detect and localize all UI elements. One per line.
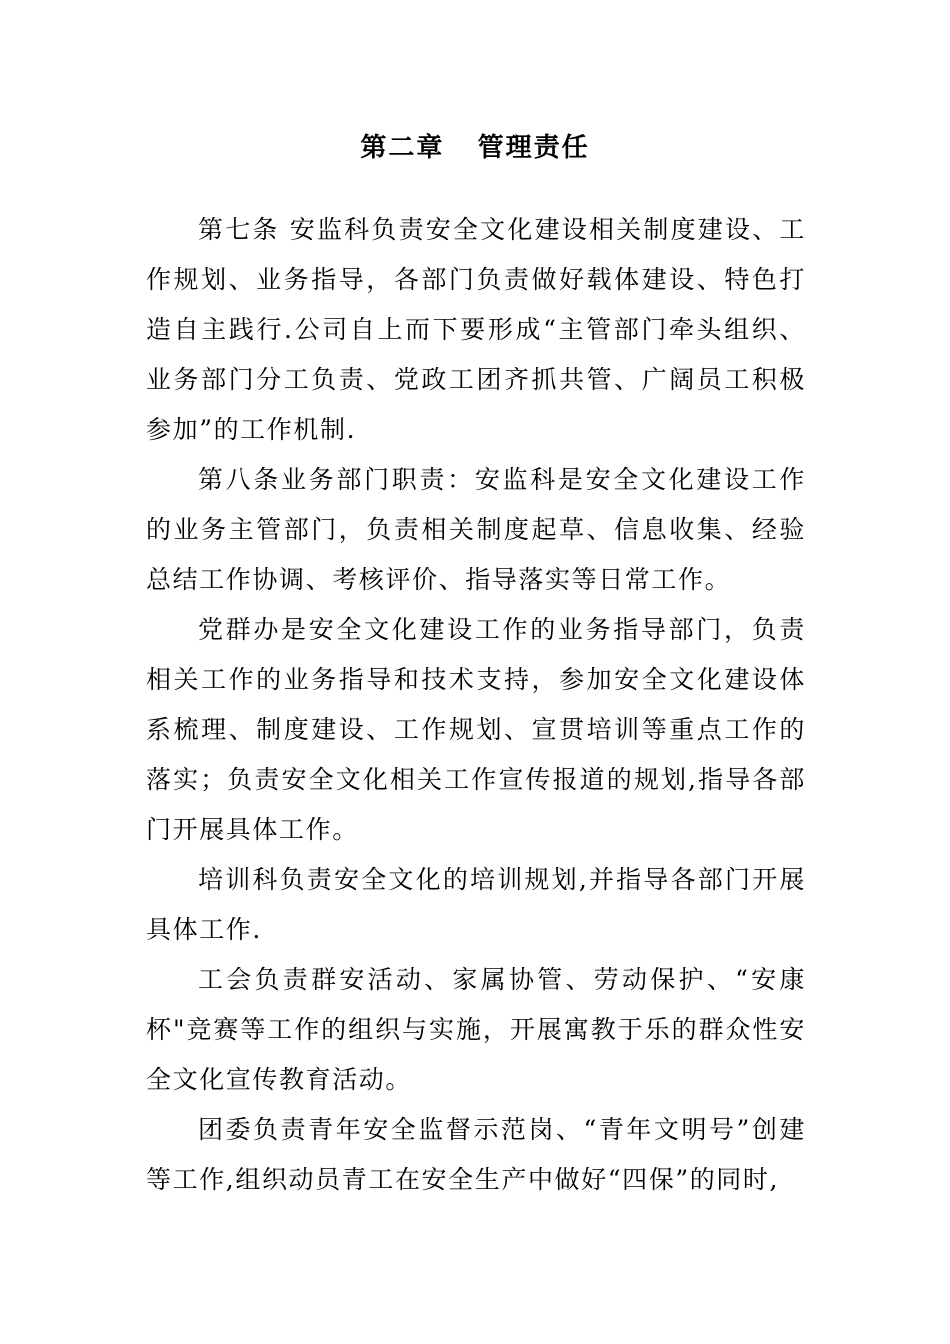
paragraph-article-7: 第七条 安监科负责安全文化建设相关制度建设、工作规划、业务指导，各部门负责做好载体建设、特色打造自主践行.公司自上而下要形成“主管部门牵头组织、业务部门分工负责、党政工团齐抓共管、广阔员工积极参加”的工作机制.	[146, 215, 806, 444]
paragraph-training-section: 培训科负责安全文化的培训规划,并指导各部门开展具体工作.	[146, 865, 806, 944]
paragraph-party-office: 党群办是安全文化建设工作的业务指导部门，负责相关工作的业务指导和技术支持，参加安全文化建设体系梳理、制度建设、工作规划、宣贯培训等重点工作的落实；负责安全文化相关工作宣传报道的规划,指导各部门开展具体工作。	[146, 615, 806, 844]
chapter-title: 第二章 管理责任	[360, 133, 590, 163]
paragraph-article-8: 第八条业务部门职责：安监科是安全文化建设工作的业务主管部门，负责相关制度起草、信息收集、经验总结工作协调、考核评价、指导落实等日常工作。	[146, 465, 806, 594]
document-body	[146, 205, 806, 1205]
paragraph-youth-league: 团委负责青年安全监督示范岗、“青年文明号”创建等工作,组织动员青工在安全生产中做好“四保”的同时,	[146, 1115, 806, 1194]
paragraph-trade-union: 工会负责群安活动、家属协管、劳动保护、“安康杯"竞赛等工作的组织与实施，开展寓教于乐的群众性安全文化宣传教育活动。	[146, 965, 806, 1094]
